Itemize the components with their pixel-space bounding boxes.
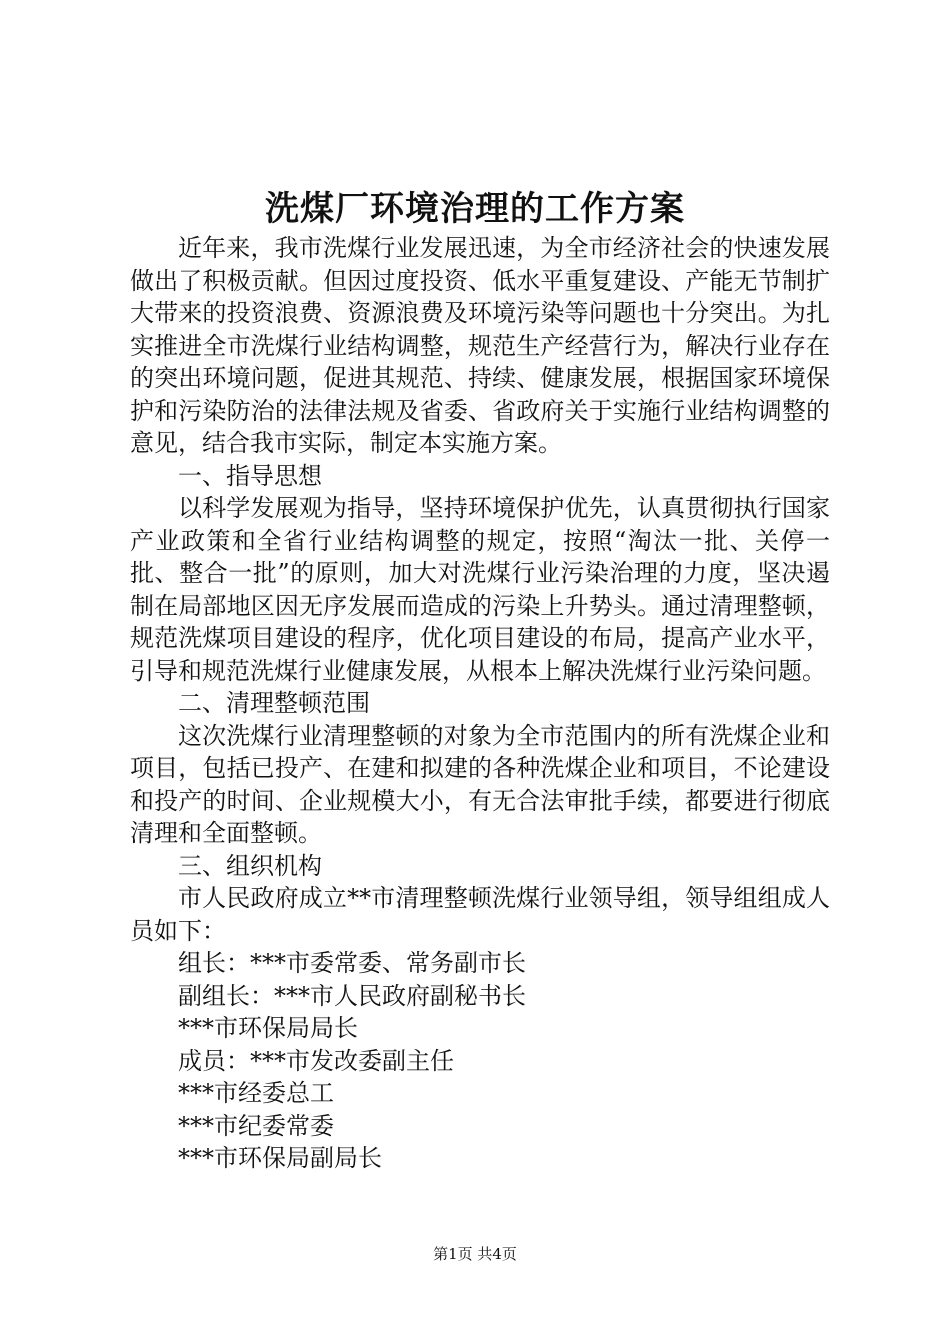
document-title: 洗煤厂环境治理的工作方案 bbox=[265, 189, 685, 229]
guiding-ideology-paragraph: 以科学发展观为指导，坚持环境保护优先，认真贯彻执行国家产业政策和全省行业结构调整的规定，按照“淘汰一批、关停一批、整合一批”的原则，加大对洗煤行业污染治理的力度，坚决遏制在局部地区因无序发展而造成的污染上升势头。通过清理整顿，规范洗煤项目建设的程序，优化项目建设的布局，提高产业水平，引导和规范洗煤行业健康发展，从根本上解决洗煤行业污染问题。 bbox=[130, 494, 830, 685]
deputy-leader-line-2: ***市环保局局长 bbox=[178, 1014, 358, 1042]
scope-paragraph: 这次洗煤行业清理整顿的对象为全市范围内的所有洗煤企业和项目，包括已投产、在建和拟建的各种洗煤企业和项目，不论建设和投产的时间、企业规模大小，有无合法审批手续，都要进行彻底清理和全面整顿。 bbox=[130, 721, 830, 847]
leader-line: 组长：***市委常委、常务副市长 bbox=[178, 949, 526, 977]
organization-paragraph: 市人民政府成立**市清理整顿洗煤行业领导组，领导组组成人员如下： bbox=[130, 884, 830, 945]
section-heading-guiding-ideology: 一、指导思想 bbox=[178, 461, 322, 490]
document-body bbox=[130, 232, 830, 1175]
deputy-leader-line: 副组长：***市人民政府副秘书长 bbox=[178, 981, 526, 1010]
member-line-3: ***市纪委常委 bbox=[178, 1111, 334, 1140]
members-line: 成员：***市发改委副主任 bbox=[178, 1046, 454, 1075]
section-heading-scope: 二、清理整顿范围 bbox=[178, 689, 370, 717]
intro-paragraph: 近年来，我市洗煤行业发展迅速，为全市经济社会的快速发展做出了积极贡献。但因过度投资、低水平重复建设、产能无节制扩大带来的投资浪费、资源浪费及环境污染等问题也十分突出。为扎实推进全市洗煤行业结构调整，规范生产经营行为，解决行业存在的突出环境问题，促进其规范、持续、健康发展，根据国家环境保护和污染防治的法律法规及省委、省政府关于实施行业结构调整的意见，结合我市实际，制定本实施方案。 bbox=[130, 234, 830, 457]
member-line-4: ***市环保局副局长 bbox=[178, 1144, 382, 1172]
member-line-2: ***市经委总工 bbox=[178, 1079, 334, 1107]
page-number-footer: 第1页 共4页 bbox=[433, 1245, 517, 1263]
section-heading-organization: 三、组织机构 bbox=[178, 851, 322, 880]
